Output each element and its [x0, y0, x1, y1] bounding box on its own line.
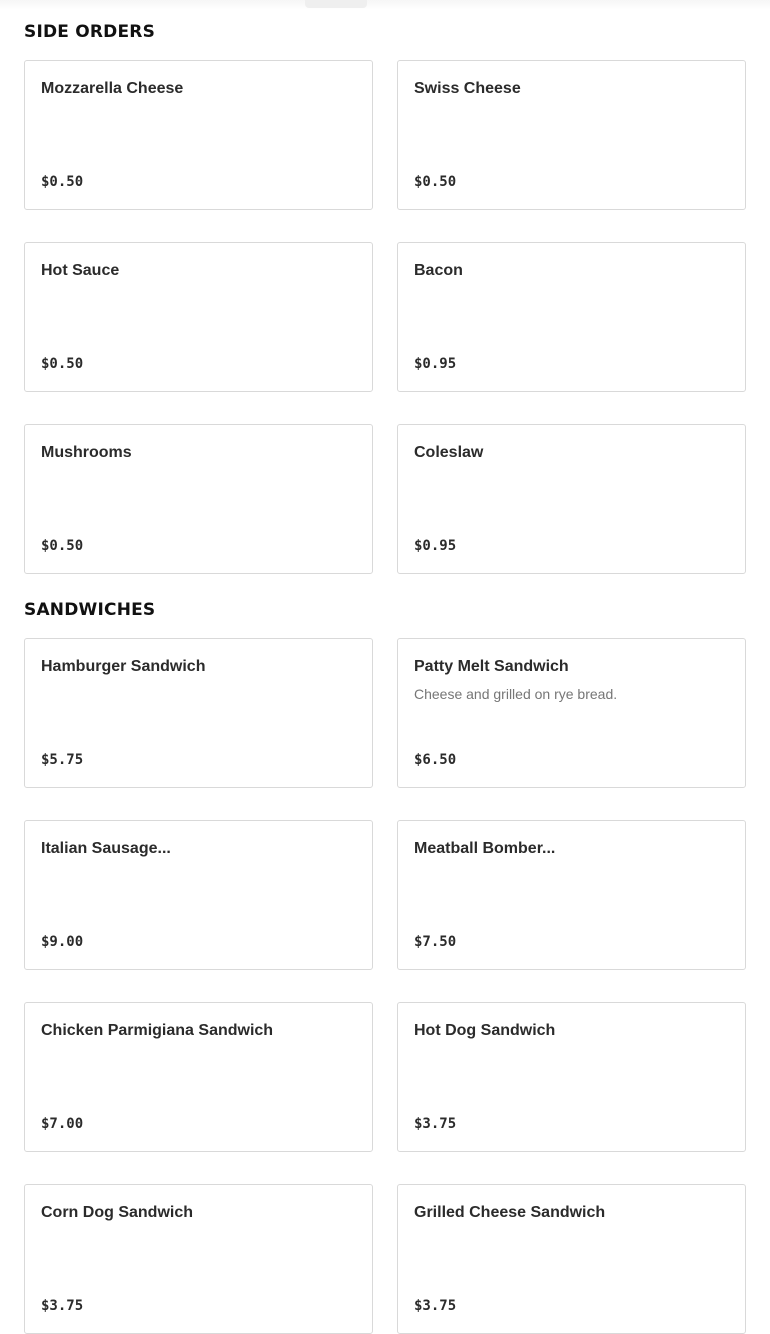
menu-item-price: $6.50 [414, 752, 457, 768]
menu-item-price: $0.50 [41, 174, 84, 190]
menu-item-name: Chicken Parmigiana Sandwich [41, 1022, 274, 1039]
menu-item-card[interactable] [397, 1002, 746, 1152]
menu-item-name: Grilled Cheese Sandwich [414, 1204, 606, 1221]
menu-item-name: Coleslaw [414, 444, 484, 461]
menu-item-name: Mushrooms [41, 444, 132, 461]
header-tab-edge [305, 0, 367, 8]
menu-item-card[interactable] [397, 60, 746, 210]
menu-item-card[interactable] [24, 60, 373, 210]
section-title-sandwiches: SANDWICHES [24, 600, 156, 620]
menu-item-name: Mozzarella Cheese [41, 80, 184, 97]
menu-item-card[interactable] [24, 1184, 373, 1334]
menu-item-price: $3.75 [414, 1116, 457, 1132]
menu-item-price: $5.75 [41, 752, 84, 768]
menu-item-card[interactable] [397, 242, 746, 392]
menu-item-card[interactable] [24, 424, 373, 574]
menu-item-name: Corn Dog Sandwich [41, 1204, 193, 1221]
sandwiches-grid [24, 638, 746, 1334]
menu-item-name: Meatball Bomber... [414, 840, 556, 857]
menu-item-card[interactable] [397, 638, 746, 788]
menu-item-price: $3.75 [41, 1298, 84, 1314]
menu-item-name: Hot Sauce [41, 262, 120, 279]
menu-item-name: Patty Melt Sandwich [414, 658, 569, 675]
menu-item-name: Swiss Cheese [414, 80, 521, 97]
menu-item-name: Hot Dog Sandwich [414, 1022, 556, 1039]
section-title-side-orders: SIDE ORDERS [24, 22, 156, 42]
menu-item-name: Hamburger Sandwich [41, 658, 206, 675]
menu-item-name: Bacon [414, 262, 463, 279]
menu-item-card[interactable] [24, 1002, 373, 1152]
menu-item-price: $0.95 [414, 538, 457, 554]
menu-item-price: $7.00 [41, 1116, 84, 1132]
menu-item-description: Cheese and grilled on rye bread. [414, 686, 618, 702]
menu-item-price: $0.50 [41, 356, 84, 372]
menu-item-price: $0.95 [414, 356, 457, 372]
menu-item-card[interactable] [24, 820, 373, 970]
menu-item-price: $9.00 [41, 934, 84, 950]
menu-item-card[interactable] [397, 1184, 746, 1334]
menu-item-card[interactable] [397, 820, 746, 970]
menu-item-price: $7.50 [414, 934, 457, 950]
menu-item-price: $0.50 [414, 174, 457, 190]
menu-item-card[interactable] [24, 638, 373, 788]
scrolled-header-edge [0, 0, 770, 10]
menu-item-price: $0.50 [41, 538, 84, 554]
menu-item-card[interactable] [397, 424, 746, 574]
menu-item-price: $3.75 [414, 1298, 457, 1314]
menu-item-name: Italian Sausage... [41, 840, 171, 857]
menu-item-card[interactable] [24, 242, 373, 392]
side-orders-grid [24, 60, 746, 574]
